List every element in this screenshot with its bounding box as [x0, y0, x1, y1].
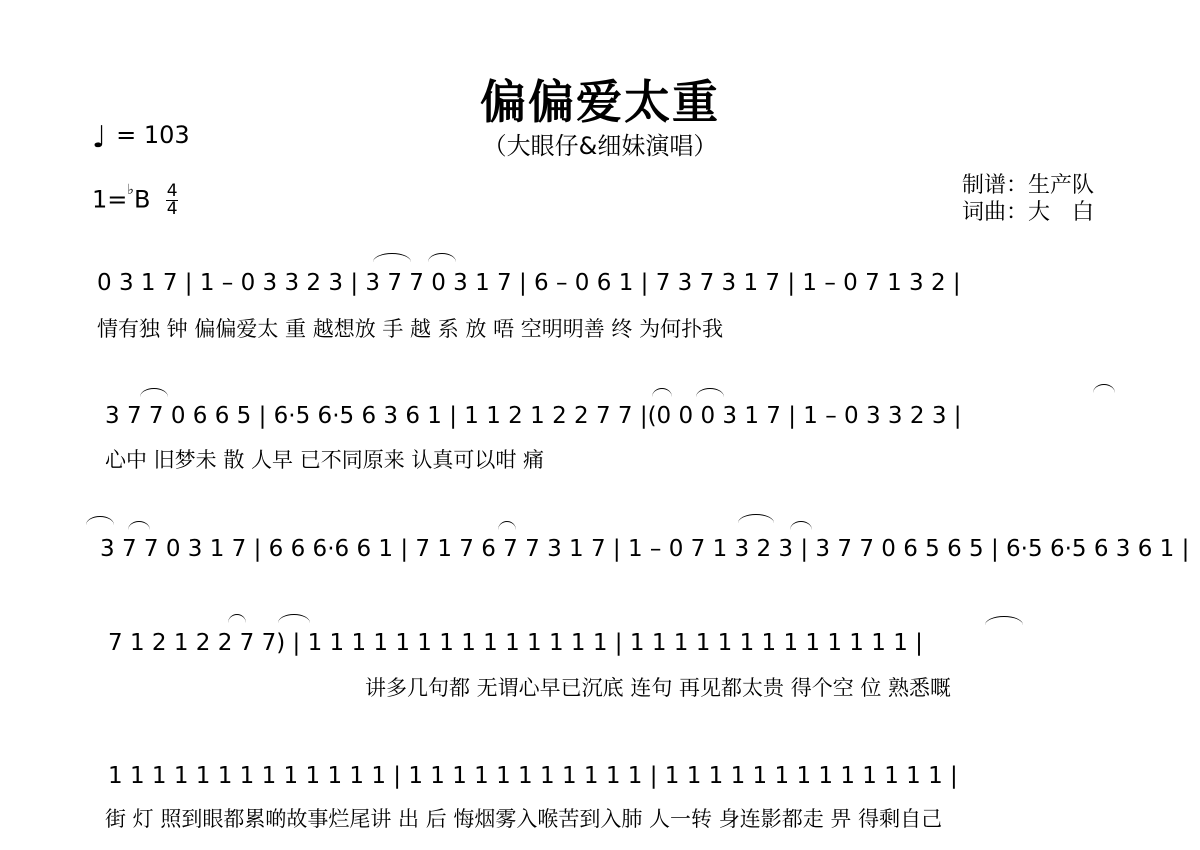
tempo-value: = 103	[116, 121, 190, 149]
credit-lyrics: 词曲：大 白	[962, 200, 1095, 225]
tempo-marking	[92, 120, 190, 155]
slur-mark	[790, 521, 812, 530]
key-signature	[92, 181, 178, 219]
slur-mark	[228, 614, 246, 623]
slur-mark	[738, 514, 774, 523]
score-row-1-lyrics: 情有独 钟 偏偏爱太 重 越想放 手 越 系 放 唔 空明明善 终 为何扑我	[97, 317, 724, 341]
slur-mark	[696, 388, 724, 397]
score-row-2-notes: 3 7 7 0 6 6 5 | 6·5 6·5 6 3 6 1 | 1 1 2 1 2 2 7 7 |(0 0 0 3 1 7 | 1 – 0 3 3 2 3 |	[105, 403, 962, 429]
score-row-5-notes: 1 1 1 1 1 1 1 1 1 1 1 1 1 | 1 1 1 1 1 1 1 1 1 1 1 | 1 1 1 1 1 1 1 1 1 1 1 1 1 |	[108, 763, 958, 789]
slur-mark	[373, 253, 411, 262]
song-title: 偏偏爱太重	[480, 75, 720, 129]
time-signature	[166, 181, 178, 219]
time-sig-bottom: 4	[166, 199, 178, 219]
slur-mark	[985, 616, 1023, 625]
score-row-5-lyrics: 街 灯 照到眼都累啲故事烂尾讲 出 后 悔烟雾入喉苦到入肺 人一转 身连影都走 畀 得剩自己	[105, 807, 943, 831]
slur-mark	[86, 516, 114, 525]
quarter-note-icon: ♩	[92, 120, 107, 155]
slur-mark	[428, 253, 456, 262]
song-subtitle: （大眼仔&细妹演唱）	[482, 132, 718, 160]
slur-mark	[652, 388, 672, 397]
score-row-3-notes: 3 7 7 0 3 1 7 | 6 6 6·6 6 1 | 7 1 7 6 7 7 3 1 7 | 1 – 0 7 1 3 2 3 | 3 7 7 0 6 5 6 5 | 6·5 6·5 6 3 6 1 |	[100, 536, 1190, 562]
slur-mark	[140, 388, 168, 397]
slur-mark	[1093, 384, 1115, 393]
score-row-4-lyrics: 讲多几句都 无谓心早已沉底 连句 再见都太贵 得个空 位 熟悉嘅	[365, 676, 952, 700]
score-row-4-notes: 7 1 2 1 2 2 7 7) | 1 1 1 1 1 1 1 1 1 1 1 1 1 1 | 1 1 1 1 1 1 1 1 1 1 1 1 1 |	[108, 630, 923, 656]
score-row-1-notes: 0 3 1 7 | 1 – 0 3 3 2 3 | 3 7 7 0 3 1 7 | 6 – 0 6 1 | 7 3 7 3 1 7 | 1 – 0 7 1 3 2 |	[97, 270, 961, 296]
slur-mark	[278, 614, 310, 623]
slur-mark	[128, 521, 150, 530]
credit-score: 制谱：生产队	[962, 173, 1095, 198]
key-note: B	[134, 185, 151, 214]
flat-icon: ♭	[127, 181, 134, 198]
slur-mark	[498, 521, 516, 530]
key-label: 1=	[92, 185, 128, 214]
score-row-2-lyrics: 心中 旧梦未 散 人早 已不同原来 认真可以咁 痛	[105, 448, 545, 472]
time-sig-top: 4	[166, 181, 178, 201]
